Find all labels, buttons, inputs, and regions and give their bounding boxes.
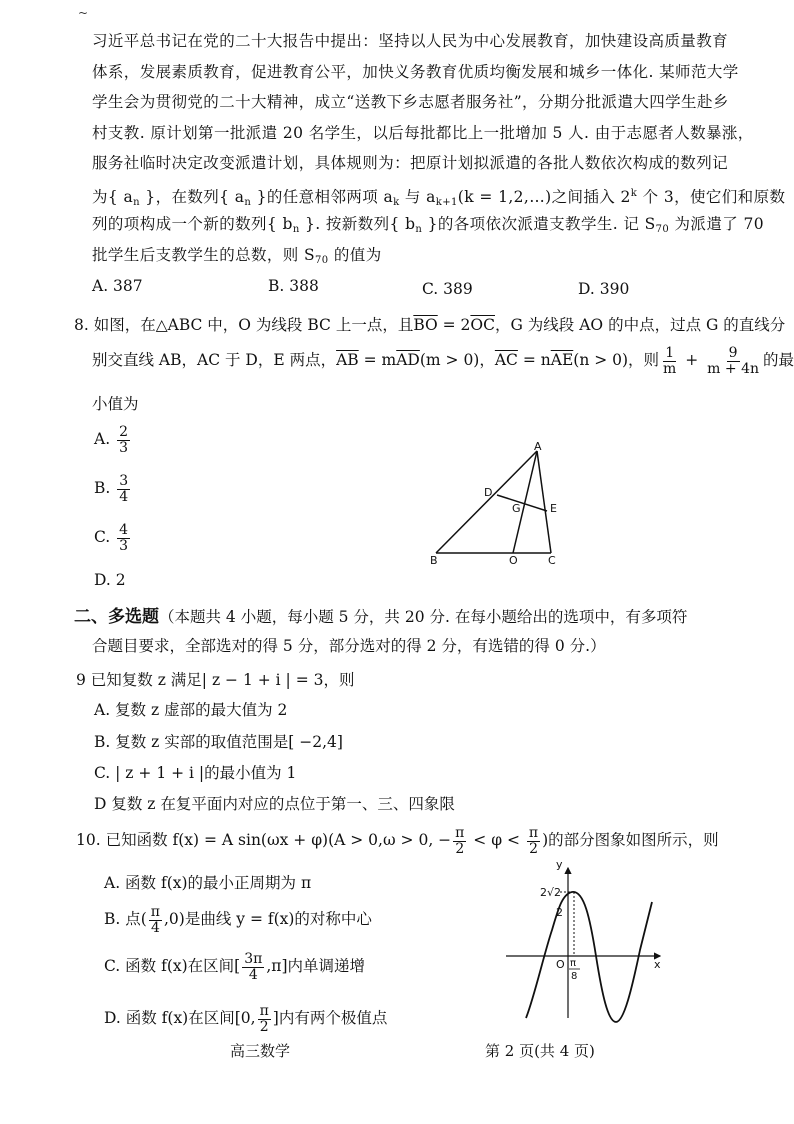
q7-line-2: 体系，发展素质教育，促进教育公平，加快义务教育优质均衡发展和城乡一体化. 某师范大学 [92, 62, 739, 81]
label-b: B [430, 554, 438, 567]
q7-option-d: D. 390 [578, 280, 630, 298]
q8-line-2: 别交直线 AB，AC 于 D，E 两点，$\overline{AB} = m\overline{AD}(m > 0)$，$\overline{AC} = n\overline{AE}(n > 0)$，则 $\frac{1}{m}$ + $\frac{9}{m + 4n}$ 的最 [92, 345, 794, 377]
q8-option-d: D. 2 [94, 571, 126, 589]
section-2-desc-1: （本题共 4 小题，每小题 5 分，共 20 分. 在每小题给出的选项中，有多项符 [159, 608, 688, 626]
q10-option-a: A. 函数 f(x)的最小正周期为 π [104, 874, 312, 892]
label-e: E [550, 502, 557, 515]
two-label: 2 [556, 906, 563, 919]
label-g: G [512, 502, 521, 515]
segment-de [497, 495, 547, 511]
q7-line-5: 服务社临时决定改变派遣计划，具体规则为：把原计划拟派遣的各批人数依次构成的数列记 [92, 154, 729, 172]
label-a: A [534, 440, 542, 453]
x-axis-label: x [654, 958, 661, 971]
q7-line-4: 村支教. 原计划第一批派遣 20 名学生，以后每批都比上一批增加 5 人. 由于志愿者人数暴涨， [92, 123, 754, 142]
q7-line-7: 列的项构成一个新的数列{ $b_n$ }. 按新数列{ $b_n$ }的各项依次派遣支教学生. 记 $S_{70}$ 为派遣了 70 [92, 215, 764, 235]
q7-option-c: C. 389 [422, 280, 473, 298]
q8-option-b: B. $\frac{3}{4}$ [94, 473, 129, 505]
max-value-label: 2√2 [540, 886, 562, 899]
question-7 [92, 26, 785, 270]
q7-option-b: B. 388 [268, 277, 319, 295]
q8-line-1: 8. 如图，在△ABC 中，O 为线段 BC 上一点，且$\overline{BO} = 2\overline{OC}$，G 为线段 AO 的中点，过点 G 的直线分 [74, 316, 786, 334]
q10-stem: 10. 已知函数 f(x) = A sin(ωx + φ)(A > 0,ω > 0, − $\frac{\pi}{2}$ < φ < $\frac{\pi}{2}$ )的部分图象如图所示，则 [76, 825, 719, 857]
q7-line-1: 习近平总书记在党的二十大报告中提出：坚持以人民为中心发展教育，加快建设高质量教育 [92, 32, 729, 50]
q8-option-c: C. $\frac{4}{3}$ [94, 522, 129, 554]
q10-option-c: C. 函数 f(x)在区间[ $\frac{3\pi}{4}$ ,π]内单调递增 [104, 951, 365, 983]
sine-curve [526, 892, 652, 1022]
q9-stem: 9 已知复数 z 满足| z − 1 + i | = 3，则 [76, 671, 355, 689]
q8-option-a: A. $\frac{2}{3}$ [94, 424, 128, 456]
q10-option-d: D. 函数 f(x)在区间[0, $\frac{\pi}{2}$ ]内有两个极值点 [104, 1003, 388, 1035]
q7-line-3: 学生会为贯彻党的二十大精神，成立“送教下乡志愿者服务社”，分期分批派遣大四学生赴乡 [92, 93, 729, 111]
q8-line-3: 小值为 [92, 395, 139, 413]
q7-option-a: A. 387 [92, 277, 143, 295]
section-2-desc-2: 合题目要求，全部选对的得 5 分，部分选对的得 2 分，有选错的得 0 分.） [92, 637, 606, 655]
footer-page-number: 第 2 页(共 4 页) [485, 1042, 595, 1060]
footer-subject: 高三数学 [230, 1042, 291, 1060]
label-o: O [509, 554, 518, 567]
pi-label: π [570, 958, 577, 969]
q7-line-6: 为{ $a_n$ }，在数列{ $a_n$ }的任意相邻两项 $a_k$ 与 $a_{k+1}(k$ = 1,2,…)之间插入 2$^k$ 个 3，使它们和原数 [92, 187, 786, 208]
segment-ac [537, 451, 551, 553]
triangle-figure [420, 440, 570, 570]
q9-option-c: C. | z + 1 + i |的最小值为 1 [94, 764, 297, 782]
origin-label: O [556, 958, 565, 971]
segment-ab [436, 451, 537, 553]
label-c: C [548, 554, 556, 567]
q9-option-a: A. 复数 z 虚部的最大值为 2 [94, 701, 288, 719]
eight-label: 8 [571, 971, 578, 982]
label-d: D [484, 486, 493, 499]
q10-option-b: B. 点( $\frac{\pi}{4}$ ,0)是曲线 y = f(x)的对称中心 [104, 904, 372, 936]
sine-graph [500, 858, 670, 1028]
q9-option-b: B. 复数 z 实部的取值范围是[ −2,4] [94, 733, 343, 751]
section-2-heading [74, 602, 687, 627]
section-2-title: 二、多选题 [74, 607, 159, 627]
corner-mark: ~ [78, 6, 89, 20]
q9-option-d: D 复数 z 在复平面内对应的点位于第一、三、四象限 [94, 795, 455, 813]
q7-line-8: 批学生后支教学生的总数，则 $S_{70}$ 的值为 [92, 245, 382, 266]
y-axis-label: y [556, 858, 563, 871]
